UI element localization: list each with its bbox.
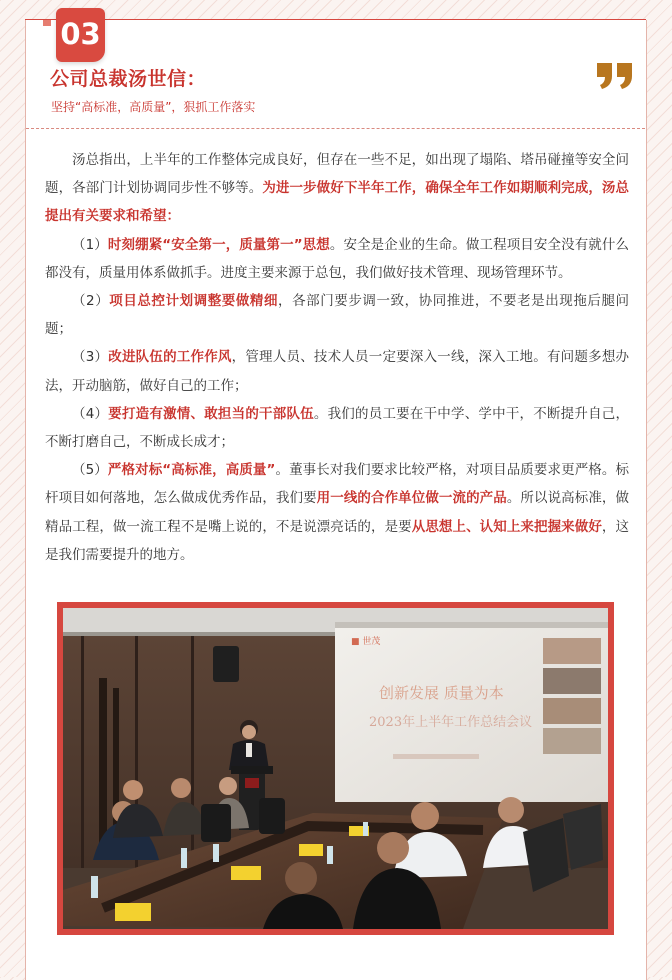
body-text-segment: 。董事长对我们要求比较严格，对项目品质要求更严格。标杆项目如何落地，怎么做成优秀作品，我们要 — [45, 462, 630, 507]
body-text-segment: （3） — [72, 349, 109, 366]
body-text-segment: 。安全是企业的生命。做工程项目安全没有就什么都没有，质量用体系做抓手。进度主要来源于总包，我们做好技术管理、现场管理环节。 — [45, 236, 630, 281]
paragraph — [45, 343, 629, 399]
body-text-segment: ，管理人员、技术人员一定要深入一线，深入工地。有问题多想办法，开动脑筋，做好自己的工作； — [45, 349, 630, 394]
svg-text:■ 世茂: ■ 世茂 — [351, 637, 381, 647]
header-divider — [26, 128, 645, 129]
body-text-segment: （1） — [72, 236, 108, 253]
article-body — [45, 146, 629, 569]
body-text-segment: 。所以说高标准，做精品工程，做一流工程不是嘴上说的，不是说漂亮话的，是要 — [45, 490, 630, 535]
body-text-segment: （4） — [72, 405, 109, 422]
section-title: 公司总裁汤世信： — [50, 68, 207, 90]
body-text-segment: 。我们的员工要在干中学、学中干，不断提升自己，不断打磨自己，不断成长成才； — [45, 405, 630, 451]
section-number-badge — [56, 8, 105, 62]
body-text-segment: ，各部门要步调一致，协同推进，不要老是出现拖后腿问题； — [45, 293, 630, 338]
highlight-text: 用一线的合作单位做一流的产品 — [316, 490, 507, 507]
body-text-segment: （5） — [72, 462, 108, 479]
screen-title: 2023年上半年工作总结会议 — [369, 715, 533, 730]
body-text-segment: ，这是我们需要提升的地方。 — [45, 518, 630, 563]
badge-tab — [43, 20, 51, 26]
paragraph — [45, 287, 629, 343]
screen-slogan: 创新发展 质量为本 — [379, 684, 504, 702]
quote-icon — [596, 63, 634, 89]
highlight-text: 改进队伍的工作作风 — [108, 349, 232, 366]
section-number: 03 — [60, 17, 101, 51]
highlight-text: 要打造有激情、敢担当的干部队伍 — [108, 405, 314, 422]
highlight-text: 项目总控计划调整要做精细 — [109, 293, 279, 310]
paragraph — [45, 231, 629, 287]
body-text-segment: 汤总指出，上半年的工作整体完成良好，但存在一些不足，如出现了塌陷、塔吊碰撞等安全问题，各部门计划协调同步性不够等。 — [45, 152, 629, 197]
section-subtitle: 坚持“高标准，高质量”，狠抓工作落实 — [51, 100, 256, 114]
paragraph — [45, 456, 629, 569]
highlight-text: 严格对标“高标准，高质量” — [107, 462, 276, 479]
body-text-segment: （2） — [72, 293, 110, 310]
meeting-photo — [63, 608, 608, 929]
paragraph — [45, 400, 629, 456]
highlight-text: 为进一步做好下半年工作，确保全年工作如期顺利完成，汤总提出有关要求和希望： — [45, 180, 630, 225]
highlight-text: 时刻绷紧“安全第一，质量第一”思想 — [107, 236, 330, 253]
meeting-photo-frame — [57, 602, 614, 935]
paragraph — [45, 146, 629, 231]
highlight-text: 从思想上、认知上来把握来做好 — [411, 518, 602, 535]
